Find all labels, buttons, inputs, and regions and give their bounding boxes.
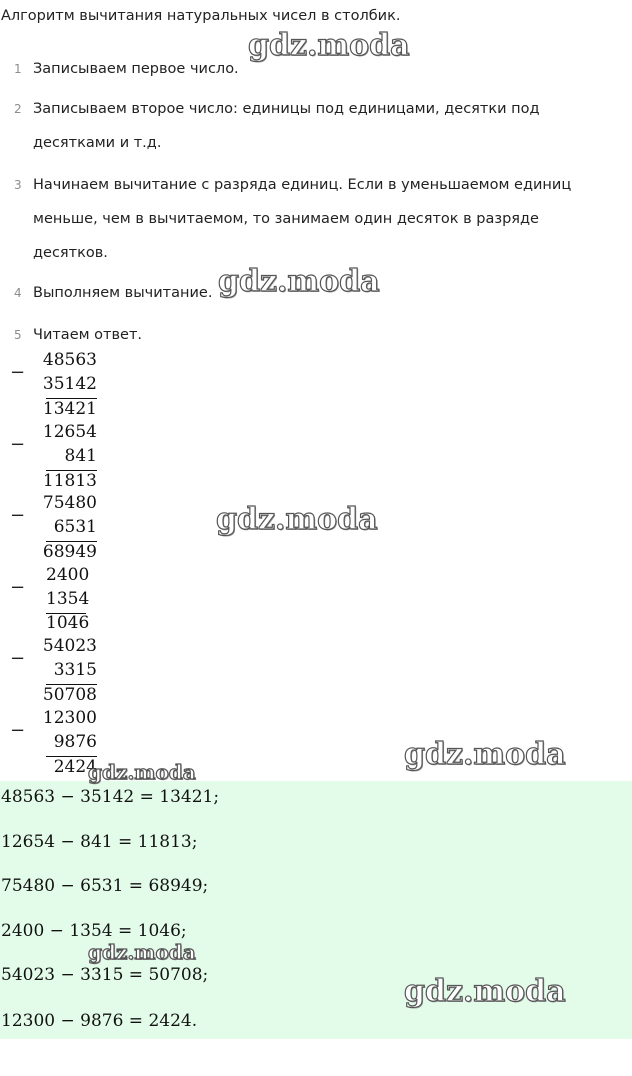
difference: 1046 [46, 613, 90, 633]
subtrahend: 1354 [46, 589, 90, 609]
minuend: 48563 [42, 350, 97, 370]
step-line: Выполняем вычитание. [33, 285, 213, 301]
difference: 13421 [42, 399, 97, 419]
difference: 50708 [42, 685, 97, 705]
minuend: 12654 [42, 422, 97, 442]
subtrahend: 6531 [53, 517, 97, 537]
answer-equation: 2400 − 1354 = 1046; [1, 921, 187, 941]
answer-equation: 54023 − 3315 = 50708; [1, 965, 209, 985]
subtrahend: 9876 [53, 732, 97, 752]
answer-equation: 12654 − 841 = 11813; [1, 832, 198, 852]
minuend: 75480 [42, 493, 97, 513]
watermark: gdz.moda [218, 264, 380, 299]
watermark: gdz.moda [88, 940, 196, 964]
difference: 2424 [53, 757, 97, 777]
step-line: Читаем ответ. [33, 327, 143, 343]
minus-sign: − [10, 577, 26, 598]
step-line: десятков. [33, 245, 108, 261]
step-line: Записываем второе число: единицы под единицами, десятки под [33, 101, 540, 117]
minus-sign: − [10, 434, 26, 455]
step-number: 3 [14, 178, 22, 192]
minuend: 12300 [42, 708, 97, 728]
minuend: 54023 [42, 636, 97, 656]
minus-sign: − [10, 362, 26, 383]
minus-sign: − [10, 648, 26, 669]
step-number: 2 [14, 102, 22, 116]
step-number: 4 [14, 286, 22, 300]
watermark: gdz.moda [88, 760, 196, 784]
difference: 11813 [42, 471, 97, 491]
watermark: gdz.moda [404, 974, 566, 1009]
step-line: Начинаем вычитание с разряда единиц. Если в уменьшаемом единиц [33, 177, 572, 193]
step-text [33, 52, 593, 86]
subtrahend: 35142 [42, 374, 97, 394]
answer-equation: 12300 − 9876 = 2424. [1, 1011, 198, 1031]
step-line: Записываем первое число. [33, 61, 239, 77]
minuend: 2400 [46, 565, 90, 585]
step-text [33, 92, 593, 160]
answers-box [0, 781, 632, 1039]
minus-sign: − [10, 505, 26, 526]
watermark: gdz.moda [248, 28, 410, 63]
answer-equation: 75480 − 6531 = 68949; [1, 876, 209, 896]
watermark: gdz.moda [404, 737, 566, 772]
minus-sign: − [10, 720, 26, 741]
intro-heading: Алгоритм вычитания натуральных чисел в столбик. [1, 8, 401, 24]
step-number: 1 [14, 62, 22, 76]
step-line: меньше, чем в вычитаемом, то занимаем один десяток в разряде [33, 211, 539, 227]
step-text [33, 168, 593, 270]
answer-equation: 48563 − 35142 = 13421; [1, 787, 220, 807]
difference: 68949 [42, 542, 97, 562]
subtrahend: 841 [64, 446, 97, 466]
step-number: 5 [14, 328, 22, 342]
step-line: десятками и т.д. [33, 135, 162, 151]
step-text [33, 276, 593, 310]
subtrahend: 3315 [53, 660, 97, 680]
step-text [33, 318, 593, 352]
watermark: gdz.moda [216, 502, 378, 537]
